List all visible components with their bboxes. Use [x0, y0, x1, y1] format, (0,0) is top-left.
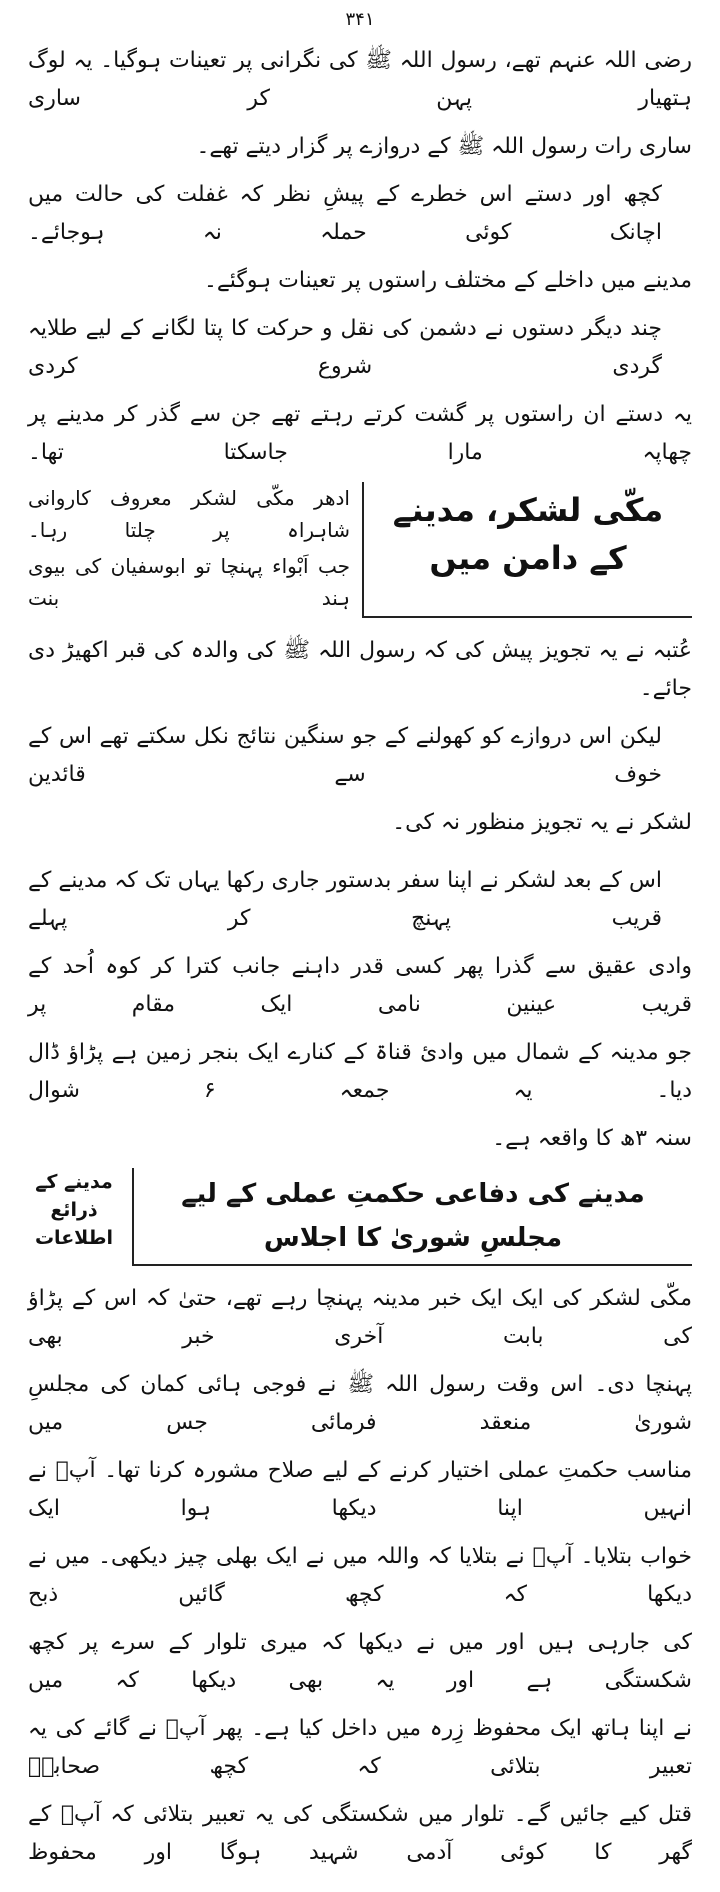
section-heading: مکّی لشکر، مدینے کے دامن میں — [362, 482, 692, 618]
text-line: ساری رات رسول اللہ ﷺ کے دروازے پر گزار دیتے تھے۔ — [196, 134, 692, 159]
text-line: لشکر نے یہ تجویز منظور نہ کی۔ — [392, 810, 692, 835]
side-heading-line: ذرائع اطلاعات — [34, 1199, 114, 1249]
side-text-line: ادھر مکّی لشکر معروف کاروانی شاہراہ پر چلتا رہا۔ — [28, 486, 350, 542]
section-top — [28, 42, 692, 472]
section-heading: مدینے کی دفاعی حکمتِ عملی کے لیے مجلسِ شوریٰ کا اجلاس — [132, 1168, 692, 1266]
text-line: مکّی لشکر کی ایک ایک خبر مدینہ پہنچا رہے تھے، حتیٰ کہ اس کے پڑاؤ کی بابت آخری خبر بھی — [28, 1286, 692, 1349]
text-line: یہ دستے ان راستوں پر گشت کرتے رہتے تھے جن سے گذر کر مدینے پر چھاپہ مارا جاسکتا تھا۔ — [28, 402, 692, 465]
text-line: رضی اللہ عنہم تھے، رسول اللہ ﷺ کی نگرانی پر تعینات ہوگیا۔ یہ لوگ ہتھیار پہن کر ساری — [28, 48, 692, 111]
text-line: مدینے میں داخلے کے مختلف راستوں پر تعینات ہوگئے۔ — [204, 268, 692, 293]
text-line: اس کے بعد لشکر نے اپنا سفر بدستور جاری رکھا یہاں تک کہ مدینے کے قریب پہنچ کر پہلے — [28, 868, 662, 931]
text-line: مناسب حکمتِ عملی اختیار کرنے کے لیے صلاح مشورہ کرنا تھا۔ آپؐ نے انہیں اپنا دیکھا ہوا ایک — [28, 1458, 692, 1521]
section-bottom — [28, 1280, 692, 1872]
text-line: کچھ اور دستے اس خطرے کے پیشِ نظر کہ غفلت کی حالت میں اچانک کوئی حملہ نہ ہوجائے۔ — [28, 182, 662, 245]
text-line: سنہ ۳ھ کا واقعہ ہے۔ — [492, 1126, 692, 1151]
text-line: وادی عقیق سے گذرا پھر کسی قدر داہنے جانب کترا کر کوہ اُحد کے قریب عینین نامی ایک مقام پر — [28, 954, 692, 1017]
side-text-line: جب اَبْواء پہنچا تو ابوسفیان کی بیوی ہند بنت — [28, 554, 350, 610]
text-line: چند دیگر دستوں نے دشمن کی نقل و حرکت کا پتا لگانے کے لیے طلایہ گردی شروع کردی — [28, 316, 662, 379]
heading1-row — [28, 482, 692, 618]
text-line: قتل کیے جائیں گے۔ تلوار میں شکستگی کی یہ تعبیر بتلائی کہ آپؐ کے گھر کا کوئی آدمی شہید ہوگا اور محفوظ — [28, 1802, 692, 1865]
side-text — [28, 482, 350, 618]
text-line: عُتبہ نے یہ تجویز پیش کی کہ رسول اللہ ﷺ کی والدہ کی قبر اکھیڑ دی جائے۔ — [28, 638, 692, 701]
page-number: ۳۴۱ — [345, 9, 375, 30]
side-heading-line: مدینے کے — [35, 1171, 113, 1193]
text-line: خواب بتلایا۔ آپؐ نے بتلایا کہ واللہ میں نے ایک بھلی چیز دیکھی۔ میں نے دیکھا کہ کچھ گائیں ذبح — [28, 1544, 692, 1607]
text-line: کی جارہی ہیں اور میں نے دیکھا کہ میری تلوار کے سرے پر کچھ شکستگی ہے اور یہ بھی دیکھا کہ میں — [28, 1630, 692, 1693]
text-line: جو مدینہ کے شمال میں وادیٔ قناۃ کے کنارے ایک بنجر زمین ہے پڑاؤ ڈال دیا۔ یہ جمعہ ۶ شوال — [28, 1040, 692, 1103]
side-heading — [28, 1168, 120, 1266]
heading2-row — [28, 1168, 692, 1266]
text-line: لیکن اس دروازے کو کھولنے کے جو سنگین نتائج نکل سکتے تھے اس کے خوف سے قائدین — [28, 724, 662, 787]
text-line: پہنچا دی۔ اس وقت رسول اللہ ﷺ نے فوجی ہائی کمان کی مجلسِ شوریٰ منعقد فرمائی جس میں — [28, 1372, 692, 1435]
text-line: نے اپنا ہاتھ ایک محفوظ زِرہ میں داخل کیا ہے۔ پھر آپؐ نے گائے کی یہ تعبیر بتلائی کہ کچھ صحابہؓ — [28, 1716, 692, 1779]
section-middle — [28, 632, 692, 1158]
